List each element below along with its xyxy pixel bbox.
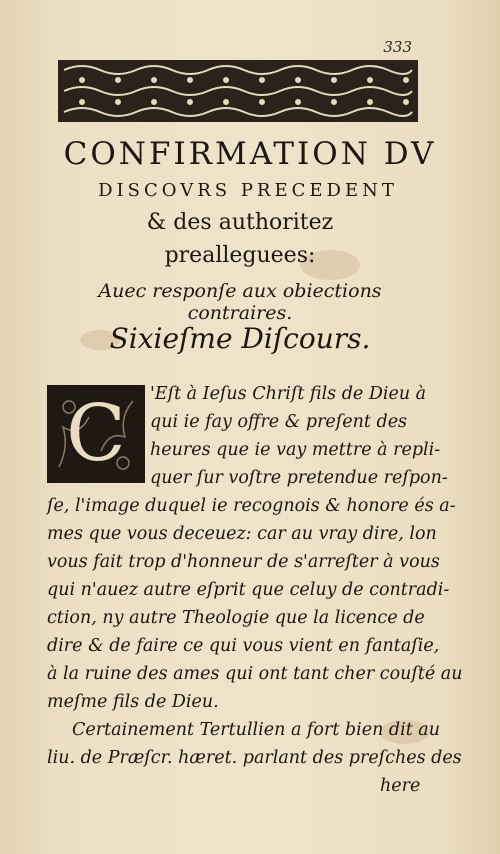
body-line: liu. de Præſcr. hæret. parlant des preſches des [47,748,462,768]
body-line: ſe, l'image duquel ie recognois & honore és a- [47,496,456,516]
chapter-title-line-2: DISCOVRS PRECEDENT [98,180,398,201]
page-number: 333 [383,38,412,56]
initial-letter: C [66,389,126,479]
decorative-headpiece [58,60,418,122]
body-line: quer ſur voſtre pretendue reſpon- [150,468,448,488]
body-line: 'Eſt à Ieſus Chriſt fils de Dieu à [150,384,427,404]
chapter-title-line-4: prealleguees: [164,243,316,268]
body-line: Certainement Tertullien a fort bien dit au [72,720,440,740]
body-line: mes que vous deceuez: car au vray dire, lon [47,524,437,544]
decorated-initial [47,385,145,483]
chapter-title-line-1: CONFIRMATION DV [63,136,437,172]
body-line: meſme fils de Dieu. [47,692,219,712]
body-line: heures que ie vay mettre à repli- [150,440,441,460]
chapter-subtitle: Auec responſe aux obiections contraires. [98,280,382,324]
body-line: ction, ny autre Theologie que la licence de [47,608,425,628]
body-line: qui ie fay offre & preſent des [150,412,408,432]
body-line: dire & de faire ce qui vous vient en fantaſie, [47,636,440,656]
body-line: vous fait trop d'honneur de s'arreſter à vous [47,552,440,572]
section-title: Sixieſme Diſcours. [109,322,371,355]
body-line: à la ruine des ames qui ont tant cher couſté au [47,664,463,684]
body-line: qui n'auez autre eſprit que celuy de contradi- [47,580,450,600]
catchword: here [380,776,421,796]
chapter-title-line-3: & des authoritez [146,210,334,235]
